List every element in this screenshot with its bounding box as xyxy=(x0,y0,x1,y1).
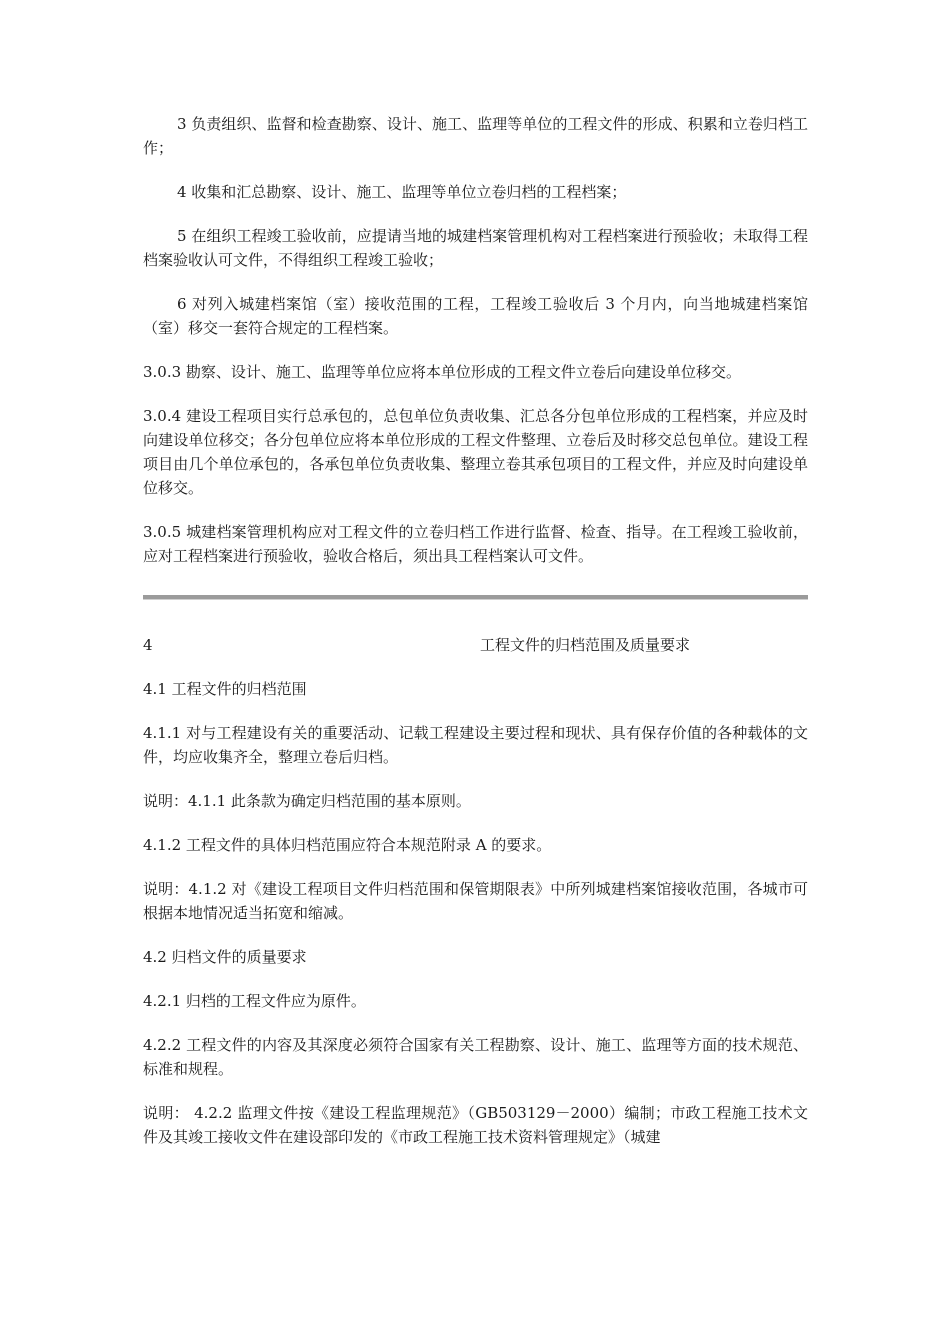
clause-3-0-5: 3.0.5 城建档案管理机构应对工程文件的立卷归档工作进行监督、检查、指导。在工程竣工验收前，应对工程档案进行预验收，验收合格后，须出具工程档案认可文件。 xyxy=(143,523,808,565)
section-title: 工程文件的归档范围及质量要求 xyxy=(480,636,691,654)
section-heading xyxy=(143,633,808,657)
list-item-6: 6 对列入城建档案馆（室）接收范围的工程，工程竣工验收后 3 个月内，向当地城建档案馆（室）移交一套符合规定的工程档案。 xyxy=(143,295,808,337)
clause-4-2-2: 4.2.2 工程文件的内容及其深度必须符合国家有关工程勘察、设计、施工、监理等方面的技术规范、标准和规程。 xyxy=(143,1036,808,1078)
note-4-1-2: 说明：4.1.2 对《建设工程项目文件归档范围和保管期限表》中所列城建档案馆接收范围，各城市可根据本地情况适当拓宽和缩减。 xyxy=(143,880,808,922)
clause-3-0-4: 3.0.4 建设工程项目实行总承包的，总包单位负责收集、汇总各分包单位形成的工程档案，并应及时向建设单位移交；各分包单位应将本单位形成的工程文件整理、立卷后及时移交总包单位。建设工程项目由几个单位承包的，各承包单位负责收集、整理立卷其承包项目的工程文件，并应及时向建设单位移交。 xyxy=(143,407,808,497)
section-divider xyxy=(143,595,808,600)
clause-4-1-1: 4.1.1 对与工程建设有关的重要活动、记载工程建设主要过程和现状、具有保存价值的各种载体的文件，均应收集齐全，整理立卷后归档。 xyxy=(143,724,808,766)
clause-4-2-1: 4.2.1 归档的工程文件应为原件。 xyxy=(143,992,366,1010)
list-item-5: 5 在组织工程竣工验收前，应提请当地的城建档案管理机构对工程档案进行预验收；未取得工程档案验收认可文件，不得组织工程竣工验收； xyxy=(143,227,808,269)
top-section xyxy=(143,112,808,568)
list-item-4: 4 收集和汇总勘察、设计、施工、监理等单位立卷归档的工程档案； xyxy=(177,183,627,201)
section-number: 4 xyxy=(143,636,153,654)
clause-4-1-2: 4.1.2 工程文件的具体归档范围应符合本规范附录 A 的要求。 xyxy=(143,836,552,854)
bottom-section xyxy=(143,677,808,1149)
note-4-2-2: 说明： 4.2.2 监理文件按《建设工程监理规范》（GB503129－2000）编制；市政工程施工技术文件及其竣工接收文件在建设部印发的《市政工程施工技术资料管理规定》（城建 xyxy=(143,1104,808,1146)
clause-4-1: 4.1 工程文件的归档范围 xyxy=(143,680,307,698)
clause-3-0-3: 3.0.3 勘察、设计、施工、监理等单位应将本单位形成的工程文件立卷后向建设单位移交。 xyxy=(143,363,741,381)
list-item-3: 3 负责组织、监督和检查勘察、设计、施工、监理等单位的工程文件的形成、积累和立卷归档工作； xyxy=(143,115,808,157)
document-page xyxy=(143,112,808,1169)
clause-4-2: 4.2 归档文件的质量要求 xyxy=(143,948,307,966)
note-4-1-1: 说明：4.1.1 此条款为确定归档范围的基本原则。 xyxy=(143,792,471,810)
